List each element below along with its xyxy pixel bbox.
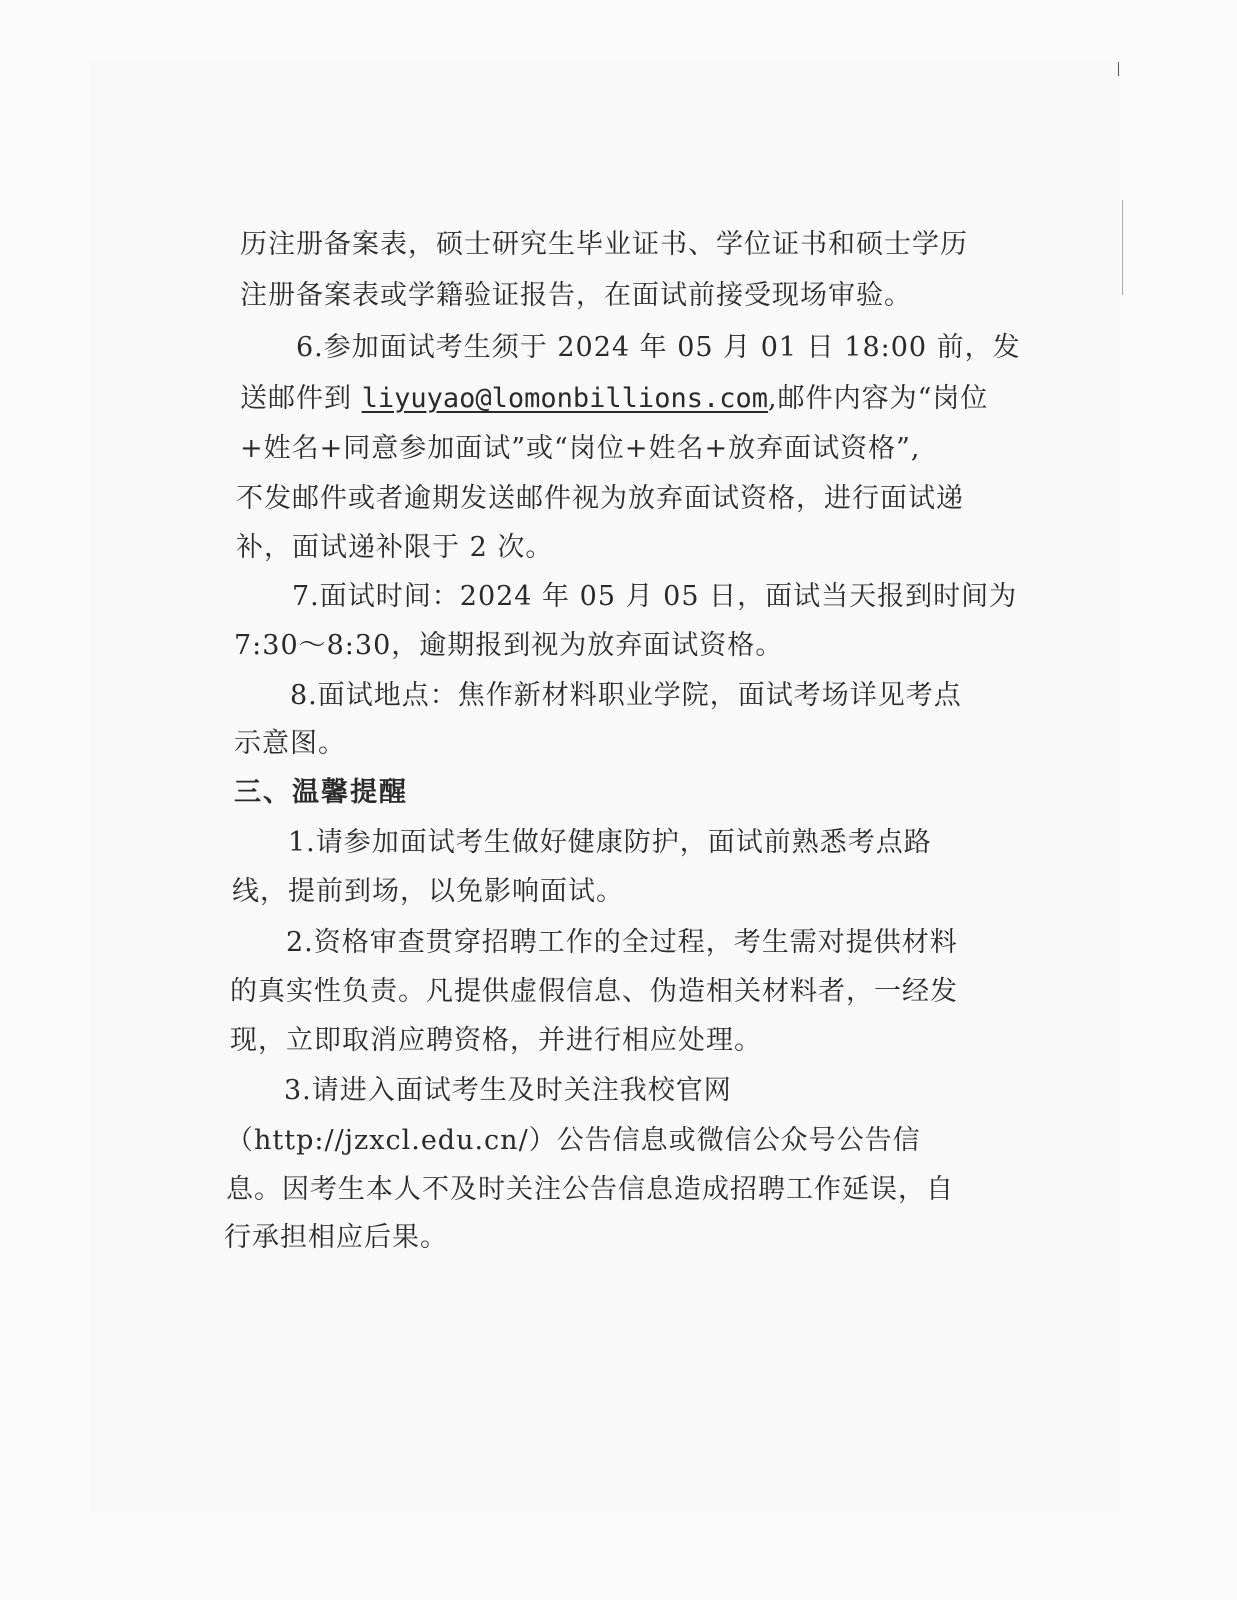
reminder-2-line: 2.资格审查贯穿招聘工作的全过程，考生需对提供材料 (286, 927, 958, 958)
body-line: +姓名+同意参加面试”或“岗位+姓名+放弃面试资格”, (240, 433, 921, 464)
email-line (240, 382, 988, 416)
body-line: 行承担相应后果。 (224, 1222, 448, 1253)
body-line: 线，提前到场，以免影响面试。 (232, 876, 624, 907)
body-line: 的真实性负责。凡提供虚假信息、伪造相关材料者，一经发 (230, 976, 958, 1007)
body-line: 注册备案表或学籍验证报告，在面试前接受现场审验。 (240, 280, 912, 311)
website-line: （http://jzxcl.edu.cn/）公告信息或微信公众号公告信 (226, 1125, 921, 1156)
body-line: 示意图。 (234, 728, 346, 759)
scan-edge-mark (1122, 200, 1123, 295)
body-line: 补，面试递补限于 2 次。 (236, 532, 554, 563)
email-link[interactable]: liyuyao@lomonbillions.com (361, 383, 768, 414)
body-line: 7:30～8:30，逾期报到视为放弃面试资格。 (234, 630, 784, 661)
body-line: 息。因考生本人不及时关注公告信息造成招聘工作延误，自 (226, 1174, 954, 1205)
body-line: 不发邮件或者逾期发送邮件视为放弃面试资格，进行面试递 (236, 483, 964, 514)
item-8-line: 8.面试地点：焦作新材料职业学院，面试考场详见考点 (290, 680, 962, 711)
item-6-line: 6.参加面试考生须于 2024 年 05 月 01 日 18:00 前，发 (296, 332, 1021, 363)
email-prefix: 送邮件到 (240, 383, 362, 414)
email-suffix: ,邮件内容为“岗位 (767, 383, 989, 414)
section-heading: 三、温馨提醒 (234, 777, 408, 808)
reminder-1-line: 1.请参加面试考生做好健康防护，面试前熟悉考点路 (288, 827, 932, 858)
scan-edge-mark (1118, 62, 1119, 76)
body-line: 现，立即取消应聘资格，并进行相应处理。 (230, 1025, 762, 1056)
body-line: 历注册备案表，硕士研究生毕业证书、学位证书和硕士学历 (240, 229, 968, 260)
reminder-3-line: 3.请进入面试考生及时关注我校官网 (284, 1075, 732, 1106)
item-7-line: 7.面试时间：2024 年 05 月 05 日，面试当天报到时间为 (292, 581, 1018, 612)
